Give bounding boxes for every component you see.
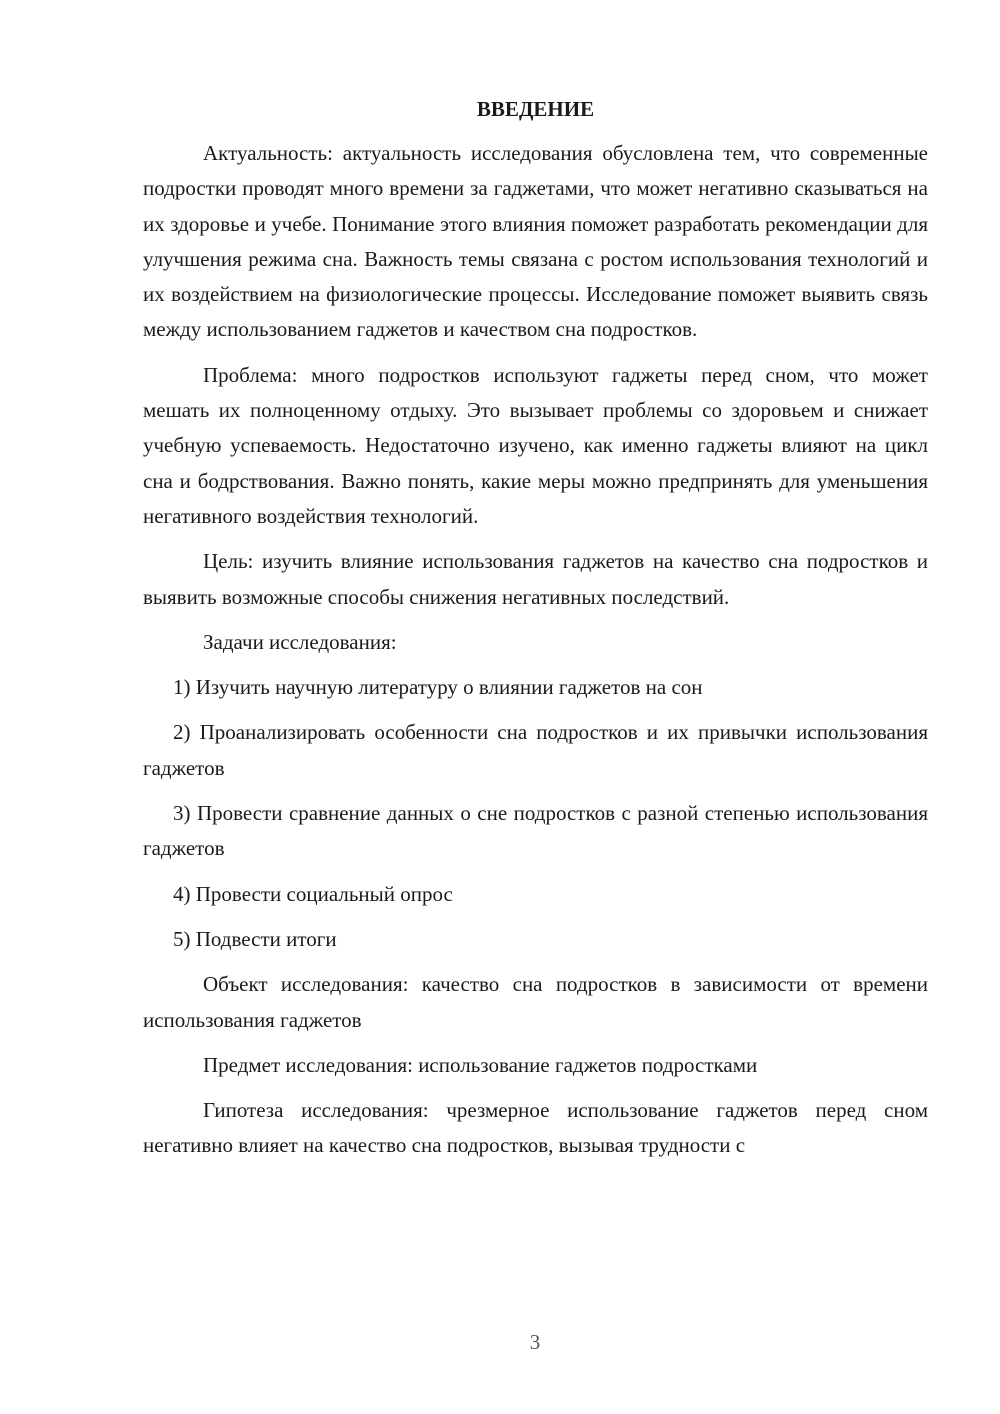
task-item-5: 5) Подвести итоги [173,926,337,951]
subject-paragraph: Предмет исследования: использование гаджетов подростками [203,1052,758,1077]
page-number: 3 [529,1330,541,1354]
tasks-heading: Задачи исследования: [203,629,397,654]
task-item-4: 4) Провести социальный опрос [173,881,453,906]
goal-paragraph: Цель: изучить влияние использования гаджетов на качество сна подростков и выявить возможные способы снижения негативных последствий. [143,549,928,609]
task-item-1: 1) Изучить научную литературу о влиянии гаджетов на сон [173,675,703,700]
problem-paragraph: Проблема: много подростков используют гаджеты перед сном, что может мешать их полноценному отдыху. Это вызывает проблемы со здоровьем и снижает учебную успеваемость. Недостаточно изучено, как именно гаджеты влияют на цикл сна и бодрствования. Важно понять, какие меры можно предпринять для уменьшения негативного воздействия технологий. [143,362,928,528]
hypothesis-paragraph: Гипотеза исследования: чрезмерное использование гаджетов перед сном негативно влияет на качество сна подростков, вызывая трудности с [143,1098,928,1158]
task-item-3: 3) Провести сравнение данных о сне подростков с разной степенью использования гаджетов [143,801,928,861]
page-title: ВВЕДЕНИЕ [476,97,595,121]
document-page [143,92,928,1164]
task-item-2: 2) Проанализировать особенности сна подростков и их привычки использования гаджетов [143,720,928,780]
object-paragraph: Объект исследования: качество сна подростков в зависимости от времени использования гаджетов [143,972,928,1032]
relevance-paragraph: Актуальность: актуальность исследования обусловлена тем, что современные подростки проводят много времени за гаджетами, что может негативно сказываться на их здоровье и учебе. Понимание этого влияния поможет разработать рекомендации для улучшения режима сна. Важность темы связана с ростом использования технологий и их воздействием на физиологические процессы. Исследование поможет выявить связь между использованием гаджетов и качеством сна подростков. [143,141,928,342]
